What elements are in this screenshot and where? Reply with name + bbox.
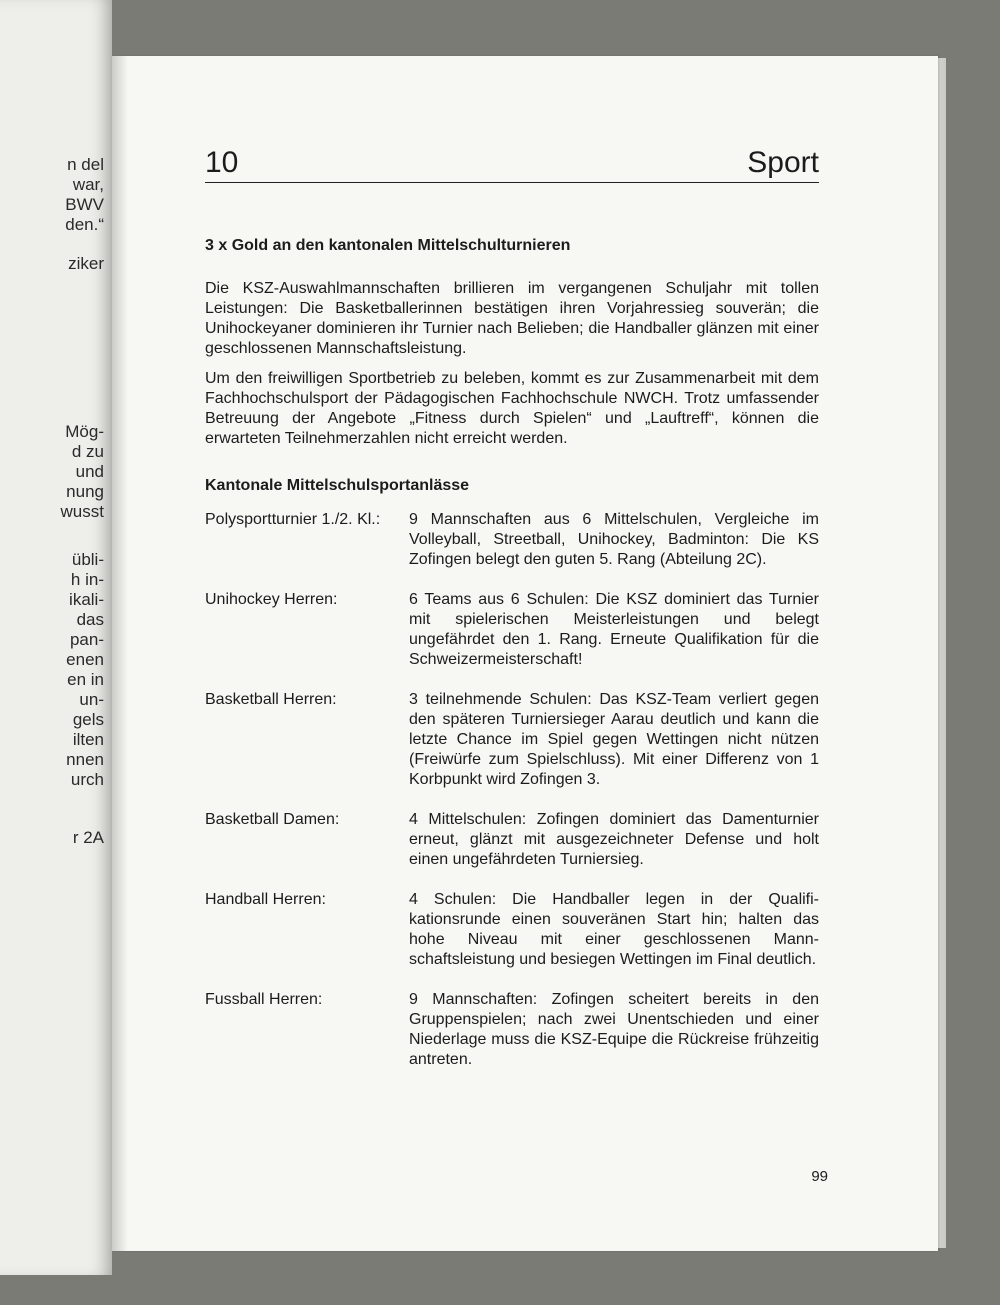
page-content	[205, 140, 819, 1090]
event-item	[205, 890, 819, 970]
left-page	[0, 0, 112, 1275]
chapter-header	[205, 140, 819, 183]
page-number: 99	[811, 1168, 828, 1185]
left-page-text-fragment: ziker	[68, 254, 104, 273]
event-label: Unihockey Herren:	[205, 591, 338, 608]
event-item	[205, 810, 819, 870]
left-page-text-fragment: h in-	[70, 570, 104, 589]
event-description: 9 Mannschaften: Zofingen scheitert bereits in den Gruppenspielen; nach zwei Unentschieden und einer Niederlage muss die KSZ-Equipe die Rückreise frühzeitig antreten.	[409, 991, 819, 1068]
left-page-text-fragment: war,	[72, 175, 104, 194]
event-label: Polysportturnier 1./2. Kl.:	[205, 511, 381, 528]
left-page-text-fragment: BWV	[65, 195, 104, 214]
event-item	[205, 690, 819, 790]
left-page-text-fragment: nung	[66, 482, 104, 501]
left-page-text-fragment: das	[76, 610, 104, 629]
left-page-text-fragment: wusst	[60, 502, 104, 521]
event-description: 4 Schulen: Die Handballer legen in der Qualifikationsrunde einen souveränen Start hin; halten das hohe Niveau mit einer geschlossenen Mannschaftsleistung und besiegen Wettingen im Final deutlich.	[409, 891, 819, 968]
left-page-text-fragment: gels	[72, 710, 104, 729]
event-description: 9 Mannschaften aus 6 Mittelschulen, Vergleiche im Volleyball, Streetball, Unihockey, Badminton: Die KS Zofingen belegt den guten 5. Rang (Abteilung 2C).	[409, 511, 819, 568]
left-page-text-fragment: nnen	[66, 750, 104, 769]
chapter-number: 10	[205, 146, 239, 179]
event-description: 4 Mittelschulen: Zofingen dominiert das Damenturnier erneut, glänzt mit ausgezeichneter Defense und holt einen ungefährdeten Turniersieg.	[409, 811, 819, 868]
left-page-text-fragment: en in	[67, 670, 104, 689]
paragraph-intro: Die KSZ-Auswahlmannschaften brillieren im vergangenen Schuljahr mit tollen Leistungen: Die Basketballerinnen bestätigen ihren Vorjahressieg souverän; die Unihockeyaner dominieren ihr Turnier nach Belieben; die Handballer glänzen mit einer geschlossenen Mannschaftsleistung.	[205, 280, 819, 357]
left-page-text-fragment: un-	[79, 690, 104, 709]
left-page-text-fragment: urch	[70, 770, 104, 789]
chapter-title: Sport	[747, 146, 819, 179]
event-label: Handball Herren:	[205, 891, 326, 908]
left-page-text-fragment: n del	[67, 155, 104, 174]
event-description: 3 teilnehmende Schulen: Das KSZ-Team verliert gegen den späteren Turniersieger Aarau deutlich und kann die letzte Chance im Spiel gegen Wettingen nicht nützen (Freiwürfe zum Spielschluss). Mit einer Differenz von 1 Korbpunkt wird Zofingen 3.	[409, 691, 819, 788]
left-page-text-fragment: pan-	[69, 630, 104, 649]
event-item	[205, 510, 819, 570]
left-page-text-fragment: d zu	[71, 442, 104, 461]
left-page-text-fragment: enen	[66, 650, 104, 669]
event-description: 6 Teams aus 6 Schulen: Die KSZ dominiert das Turnier mit spielerischen Meisterleistungen und belegt ungefährdet den 1. Rang. Erneute Qualifikation für die Schweizermeisterschaft!	[409, 591, 819, 668]
left-page-text-fragment: den.“	[65, 215, 104, 234]
page-gutter-shadow	[112, 56, 128, 1251]
left-page-text-fragment: übli-	[71, 550, 104, 569]
left-page-text-fragment: und	[75, 462, 104, 481]
event-item	[205, 990, 819, 1070]
left-page-text-fragment: r 2A	[72, 828, 104, 847]
section-heading-events: Kantonale Mittelschulsportanlässe	[205, 477, 470, 494]
left-page-text-fragment: ilten	[72, 730, 104, 749]
event-item	[205, 590, 819, 670]
left-page-text-fragment: ikali-	[69, 590, 104, 609]
event-label: Basketball Damen:	[205, 811, 340, 828]
event-label: Fussball Herren:	[205, 991, 323, 1008]
paragraph-cooperation: Um den freiwilligen Sportbetrieb zu beleben, kommt es zur Zusammenarbeit mit dem Fachhochschulsport der Pädagogischen Fachhochschule NWCH. Trotz umfassender Betreuung der Angebote „Fitness durch Spielen“ und „Lauftreff“, können die erwarteten Teilnehmerzahlen nicht erreicht werden.	[205, 370, 819, 447]
left-page-text-fragment: Mög-	[65, 422, 104, 441]
section-heading-gold: 3 x Gold an den kantonalen Mittelschulturnieren	[205, 237, 571, 254]
event-list	[205, 510, 819, 1070]
event-label: Basketball Herren:	[205, 691, 337, 708]
